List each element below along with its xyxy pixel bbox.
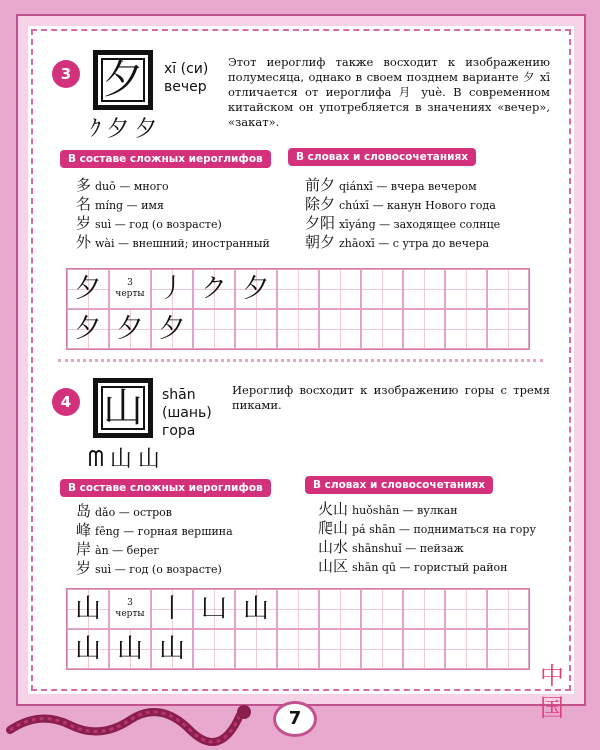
grid-cell[interactable] [487,269,529,309]
grid-cell: 丿 [151,269,193,309]
grid-cell[interactable] [487,589,529,629]
grid-cell[interactable] [361,629,403,669]
list-item: 峰 fēng — горная вершина [76,521,233,539]
compounds-heading: В составе сложных иероглифов [60,479,271,497]
grid-cell[interactable] [445,629,487,669]
words-heading: В словах и словосочетаниях [288,148,476,166]
grid-cell[interactable] [235,629,277,669]
side-characters [532,660,572,724]
grid-cell[interactable] [193,629,235,669]
page-number: 7 [273,701,317,737]
list-item: 夕阳 xīyáng — заходящее солнце [305,214,501,232]
list-item: 岁 suì — год (о возрасте) [76,214,222,232]
glyph-evolution: ｸ夕夕 [90,117,164,142]
pinyin-russian: (шань) [162,405,212,421]
list-item: 名 míng — имя [76,195,164,213]
pinyin: shān [162,387,196,403]
compounds-list [76,502,233,578]
grid-cell[interactable] [277,309,319,349]
grid-cell[interactable] [445,589,487,629]
grid-cell[interactable] [361,269,403,309]
section-divider [58,359,543,362]
side-char: 国 [540,694,564,722]
grid-cell: 夕 [235,269,277,309]
side-char: 中 [540,662,564,690]
grid-cell[interactable] [277,629,319,669]
description: Этот иероглиф также восходит к изображению полумесяца, однако в своем позднем варианте 夕 xī отличается от иероглифа 月 yuè. В современном китайском он употребляется в значениях «вечер», «закат». [228,55,550,129]
section-number: 4 [52,388,80,416]
practice-grid [66,268,530,350]
meaning: гора [162,423,196,439]
grid-cell: 山 [67,589,109,629]
grid-cell[interactable] [319,589,361,629]
list-item: 外 wài — внешний; иностранный [76,233,270,251]
grid-cell[interactable] [487,629,529,669]
grid-cell: 夕 [67,269,109,309]
grid-cell: 山 [151,629,193,669]
description: Иероглиф восходит к изображению горы с тремя пиками. [232,383,550,412]
grid-cell: 夕 [109,309,151,349]
grid-cell[interactable] [403,269,445,309]
stroke-count: 3 черты [109,269,151,309]
grid-cell[interactable] [361,309,403,349]
list-item: 前夕 qiánxī — вчера вечером [305,176,477,194]
pinyin: xī (си) [164,61,209,77]
grid-cell[interactable] [235,309,277,349]
grid-cell[interactable] [319,269,361,309]
grid-cell: 凵 [193,589,235,629]
grid-cell[interactable] [193,309,235,349]
words-list [305,176,500,252]
list-item: 除夕 chúxī — канун Нового года [305,195,496,213]
grid-cell[interactable] [445,269,487,309]
grid-cell[interactable] [403,309,445,349]
compounds-list [76,176,270,252]
grid-cell: 山 [109,629,151,669]
grid-cell: 夕 [151,309,193,349]
meaning: вечер [164,79,207,95]
practice-grid [66,588,530,670]
grid-cell[interactable] [319,629,361,669]
grid-cell: 丨 [151,589,193,629]
list-item: 山区 shān qū — гористый район [318,557,508,575]
dragon-illustration [0,690,260,750]
main-glyph: 山 [93,378,153,438]
grid-cell[interactable] [319,309,361,349]
grid-cell[interactable] [277,589,319,629]
glyph-evolution: ᗰ山山 [88,447,166,472]
grid-cell[interactable] [403,629,445,669]
list-item: 朝夕 zhāoxī — с утра до вечера [305,233,490,251]
grid-cell: 山 [67,629,109,669]
list-item: 爬山 pá shān — подниматься на гору [318,519,536,537]
words-list [318,500,536,576]
list-item: 岛 dǎo — остров [76,502,172,520]
list-item: 山水 shānshuǐ — пейзаж [318,538,464,556]
grid-cell[interactable] [403,589,445,629]
grid-cell[interactable] [277,269,319,309]
list-item: 火山 huǒshān — вулкан [318,500,458,518]
words-heading: В словах и словосочетаниях [305,476,493,494]
grid-cell: 山 [235,589,277,629]
grid-cell: ク [193,269,235,309]
grid-cell[interactable] [487,309,529,349]
list-item: 岸 àn — берег [76,540,160,558]
stroke-count: 3 черты [109,589,151,629]
grid-cell[interactable] [445,309,487,349]
list-item: 多 duō — много [76,176,169,194]
grid-cell: 夕 [67,309,109,349]
list-item: 岁 suì — год (о возрасте) [76,559,222,577]
section-number: 3 [52,60,80,88]
main-glyph: 夕 [93,50,153,110]
grid-cell[interactable] [361,589,403,629]
compounds-heading: В составе сложных иероглифов [60,150,271,168]
